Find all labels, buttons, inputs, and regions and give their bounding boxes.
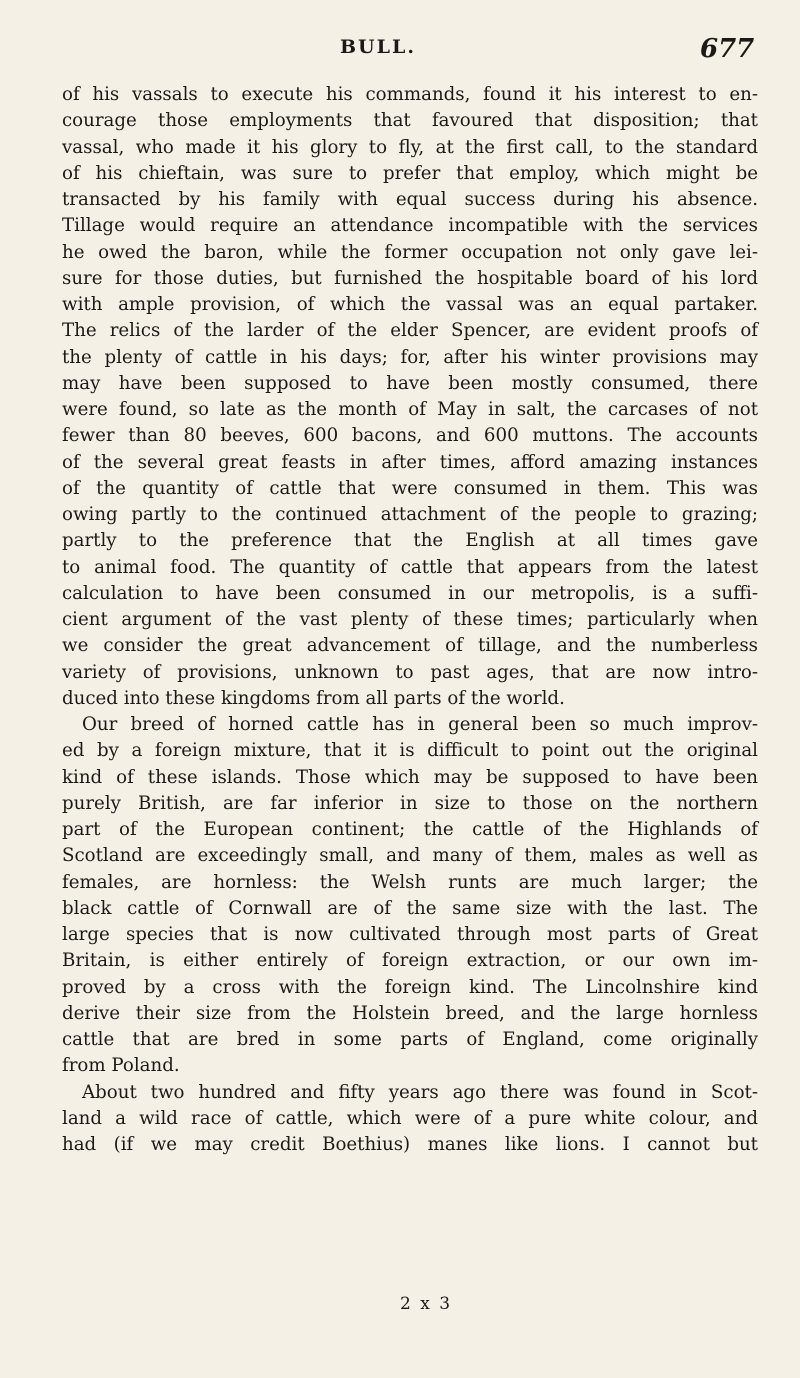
text-line: we consider the great advancement of tillage, and the numberless <box>62 635 758 657</box>
text-line: courage those employments that favoured that disposition; that <box>62 110 758 132</box>
paragraph-start-line: Our breed of horned cattle has in general been so much improv- <box>82 714 758 735</box>
text-line: vassal, who made it his glory to fly, at the first call, to the standard <box>62 136 758 158</box>
text-line: black cattle of Cornwall are of the same size with the last. The <box>62 897 758 919</box>
body-text <box>62 82 758 1158</box>
text-line: of his vassals to execute his commands, found it his interest to en- <box>62 84 758 105</box>
text-line: of his chieftain, was sure to prefer that employ, which might be <box>62 162 758 184</box>
text-line: calculation to have been consumed in our metropolis, is a suffi- <box>62 582 758 604</box>
text-line: ed by a foreign mixture, that it is difficult to point out the original <box>62 740 758 762</box>
text-line: part of the European continent; the cattle of the Highlands of <box>62 819 758 840</box>
text-line: the plenty of cattle in his days; for, after his winter provisions may <box>62 346 758 368</box>
paragraph-end-line: from Poland. <box>62 1055 180 1077</box>
text-line: owing partly to the continued attachment of the people to grazing; <box>62 504 758 525</box>
running-head <box>0 36 800 76</box>
text-line: had (if we may credit Boethius) manes like lions. I cannot but <box>62 1134 758 1155</box>
text-line: partly to the preference that the English at all times gave <box>62 530 758 552</box>
text-line: he owed the baron, while the former occupation not only gave lei- <box>62 241 758 263</box>
signature-mark: 2 x 3 <box>400 1294 453 1314</box>
text-line: fewer than 80 beeves, 600 bacons, and 600 muttons. The accounts <box>62 425 758 447</box>
text-line: variety of provisions, unknown to past ages, that are now intro- <box>62 661 758 683</box>
text-line: large species that is now cultivated through most parts of Great <box>62 924 758 945</box>
text-line: were found, so late as the month of May in salt, the carcases of not <box>62 399 758 420</box>
text-line: Tillage would require an attendance incompatible with the services <box>62 215 758 237</box>
text-line: of the quantity of cattle that were consumed in them. This was <box>62 477 758 499</box>
text-line: cattle that are bred in some parts of England, come originally <box>62 1029 758 1050</box>
text-line: Britain, is either entirely of foreign extraction, or our own im- <box>62 950 758 972</box>
text-line: cient argument of the vast plenty of these times; particularly when <box>62 609 758 630</box>
page-number: 677 <box>700 34 755 64</box>
text-line: of the several great feasts in after times, afford amazing instances <box>62 451 758 473</box>
paragraph-start-line: About two hundred and fifty years ago there was found in Scot- <box>82 1081 758 1103</box>
text-line: purely British, are far inferior in size to those on the northern <box>62 792 758 814</box>
text-line: transacted by his family with equal success during his absence. <box>62 189 758 210</box>
text-line: proved by a cross with the foreign kind. The Lincolnshire kind <box>62 976 758 998</box>
text-line: may have been supposed to have been mostly consumed, there <box>62 372 758 394</box>
text-line: with ample provision, of which the vassal was an equal partaker. <box>62 294 758 315</box>
running-title: BULL. <box>340 36 416 58</box>
text-line: Scotland are exceedingly small, and many of them, males as well as <box>62 845 758 867</box>
text-line: land a wild race of cattle, which were of a pure white colour, and <box>62 1107 758 1129</box>
paragraph-end-line: duced into these kingdoms from all parts of the world. <box>62 687 565 709</box>
text-line: to animal food. The quantity of cattle that appears from the latest <box>62 556 758 578</box>
text-line: sure for those duties, but furnished the hospitable board of his lord <box>62 267 758 289</box>
text-line: kind of these islands. Those which may be supposed to have been <box>62 766 758 788</box>
text-line: derive their size from the Holstein breed, and the large hornless <box>62 1002 758 1024</box>
text-line: females, are hornless: the Welsh runts are much larger; the <box>62 871 758 893</box>
text-line: The relics of the larder of the elder Spencer, are evident proofs of <box>62 320 758 342</box>
